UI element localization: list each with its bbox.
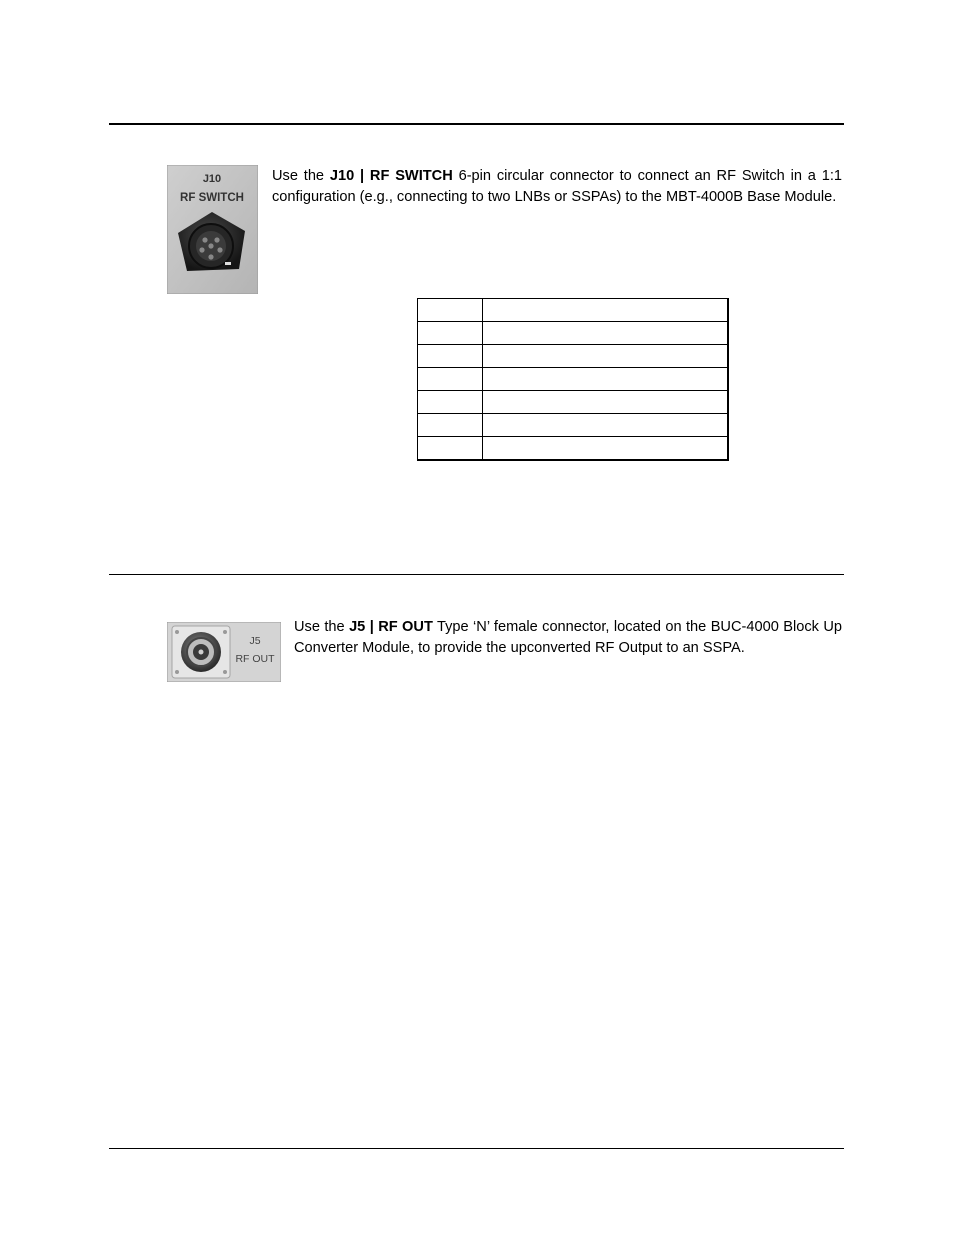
section-rule — [109, 574, 844, 575]
rf-switch-pinout-table — [417, 298, 729, 461]
table-cell — [483, 391, 729, 414]
table-cell — [418, 368, 483, 391]
table-cell — [418, 391, 483, 414]
photo-label-j10: J10 — [202, 173, 222, 185]
table-header-cell — [418, 299, 483, 322]
photo-label-rf-switch: RF SWITCH — [180, 192, 244, 204]
table-row — [418, 414, 729, 437]
table-row — [418, 368, 729, 391]
table-row — [418, 391, 729, 414]
table-row — [418, 322, 729, 345]
photo-label-rf-out: RF OUT — [235, 653, 275, 665]
rf-switch-description: Use the J10 | RF SWITCH 6-pin circular connector to connect an RF Switch in a 1:1 configuration (e.g., connecting to two LNBs or SSPAs) to the MBT-4000B Base Module. — [272, 168, 843, 205]
table-cell — [418, 322, 483, 345]
rf-out-description: Use the J5 | RF OUT Type ‘N’ female connector, located on the BUC-4000 Block Up Converter Module, to provide the upconverted RF Output to an SSPA. — [294, 619, 842, 656]
rf-out-connector-photo — [167, 622, 281, 682]
table-cell — [483, 414, 729, 437]
table-cell — [418, 345, 483, 368]
table-cell — [418, 414, 483, 437]
table-header-cell — [483, 299, 729, 322]
rf-switch-connector-photo — [167, 165, 258, 294]
table-row — [418, 345, 729, 368]
table-cell — [483, 368, 729, 391]
footer-rule — [109, 1148, 844, 1149]
table-cell — [483, 345, 729, 368]
table-header-row — [418, 299, 729, 322]
photo-label-j5: J5 — [249, 635, 261, 647]
header-rule — [109, 123, 844, 125]
rf-out-connector-name: J5 | RF OUT — [349, 619, 433, 635]
table-cell — [483, 437, 729, 461]
table-cell — [483, 322, 729, 345]
table-row — [418, 437, 729, 461]
rf-switch-connector-name: J10 | RF SWITCH — [329, 168, 453, 184]
table-cell — [418, 437, 483, 461]
